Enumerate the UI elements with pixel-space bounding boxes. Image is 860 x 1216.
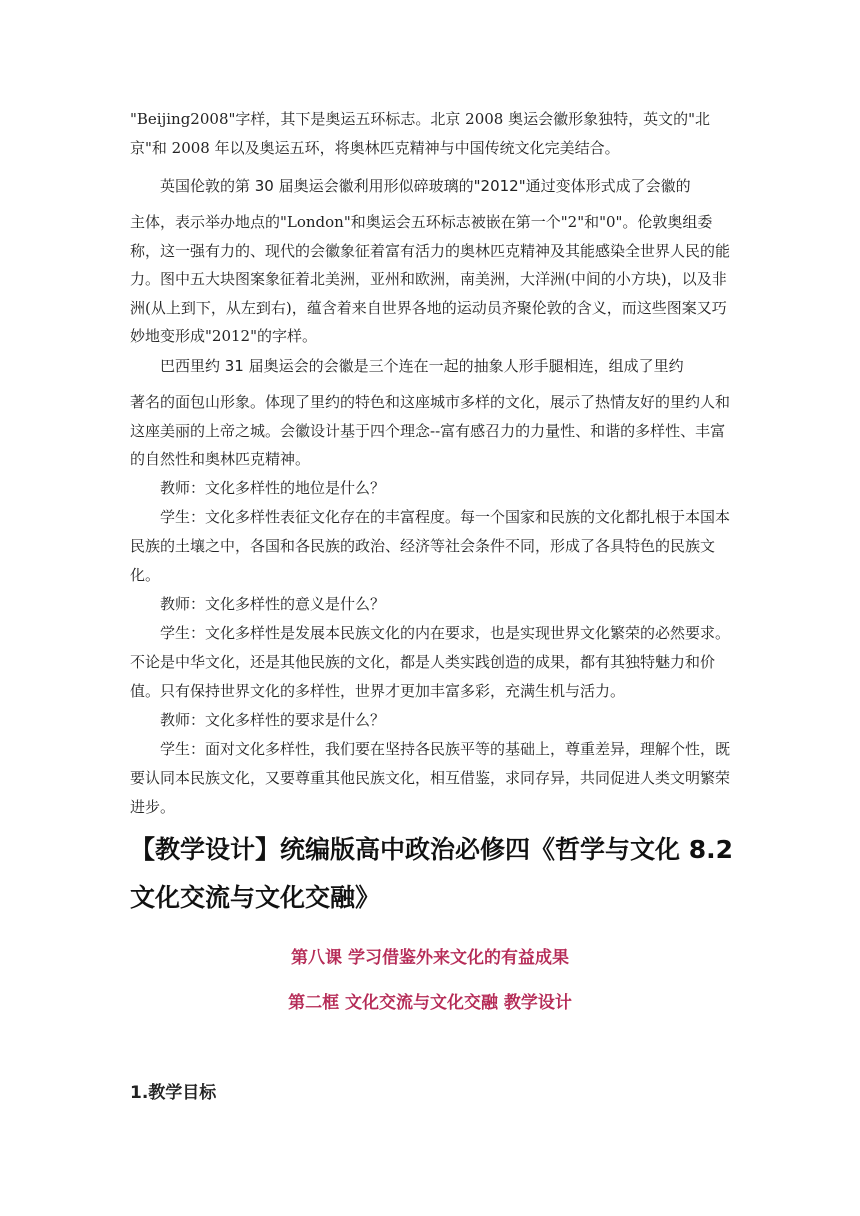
paragraph-london-emblem: 主体，表示举办地点的"London"和奥运会五环标志被嵌在第一个"2"和"0"。伦敦奥组委称，这一强有力的、现代的会徽象征着富有活力的奥林匹克精神及其能感染全世界人民的能力。图中五大块图案象征着北美洲，亚州和欧洲，南美洲，大洋洲(中间的小方块)，以及非洲(从上到下，从左到右)，蕴含着来自世界各地的运动员齐聚伦敦的含义，而这些图案又巧妙地变形成"2012"的字样。 xyxy=(130,213,731,345)
teacher-question-2: 教师：文化多样性的意义是什么？ xyxy=(160,595,386,613)
objectives-heading: 1.教学目标 xyxy=(130,1083,217,1103)
paragraph-beijing-emblem: "Beijing2008"字样，其下是奥运五环标志。北京 2008 奥运会徽形象独特，英文的"北京"和 2008 年以及奥运五环，将奥林匹克精神与中国传统文化完美结合。 xyxy=(130,110,710,157)
section-subtitle: 第二框 文化交流与文化交融 教学设计 xyxy=(288,993,572,1013)
student-answer-1: 学生：文化多样性表征文化存在的丰富程度。每一个国家和民族的文化都扎根于本国本民族的土壤之中，各国和各民族的政治、经济等社会条件不同，形成了各具特色的民族文化。 xyxy=(130,508,731,584)
paragraph-rio-first-line: 巴西里约 31 届奥运会的会徽是三个连在一起的抽象人形手腿相连，组成了里约 xyxy=(160,357,684,375)
paragraph-london-first-line: 英国伦敦的第 30 届奥运会徽利用形似碎玻璃的"2012"通过变体形式成了会徽的 xyxy=(160,177,691,195)
student-answer-2: 学生：文化多样性是发展本民族文化的内在要求，也是实现世界文化繁荣的必然要求。不论是中华文化，还是其他民族的文化，都是人类实践创造的成果，都有其独特魅力和价值。只有保持世界文化的多样性，世界才更加丰富多彩，充满生机与活力。 xyxy=(130,624,731,700)
lesson-subtitle: 第八课 学习借鉴外来文化的有益成果 xyxy=(291,948,569,968)
paragraph-rio-emblem: 著名的面包山形象。体现了里约的特色和这座城市多样的文化，展示了热情友好的里约人和这座美丽的上帝之城。会徽设计基于四个理念--富有感召力的力量性、和谐的多样性、丰富的自然性和奥林匹克精神。 xyxy=(130,393,731,468)
document-title: 【教学设计】统编版高中政治必修四《哲学与文化 8.2 文化交流与文化交融》 xyxy=(130,835,733,912)
student-answer-3: 学生：面对文化多样性，我们要在坚持各民族平等的基础上，尊重差异，理解个性，既要认同本民族文化，又要尊重其他民族文化，相互借鉴，求同存异，共同促进人类文明繁荣进步。 xyxy=(130,740,731,816)
teacher-question-3: 教师：文化多样性的要求是什么？ xyxy=(160,711,386,729)
teacher-question-1: 教师：文化多样性的地位是什么？ xyxy=(160,479,386,497)
